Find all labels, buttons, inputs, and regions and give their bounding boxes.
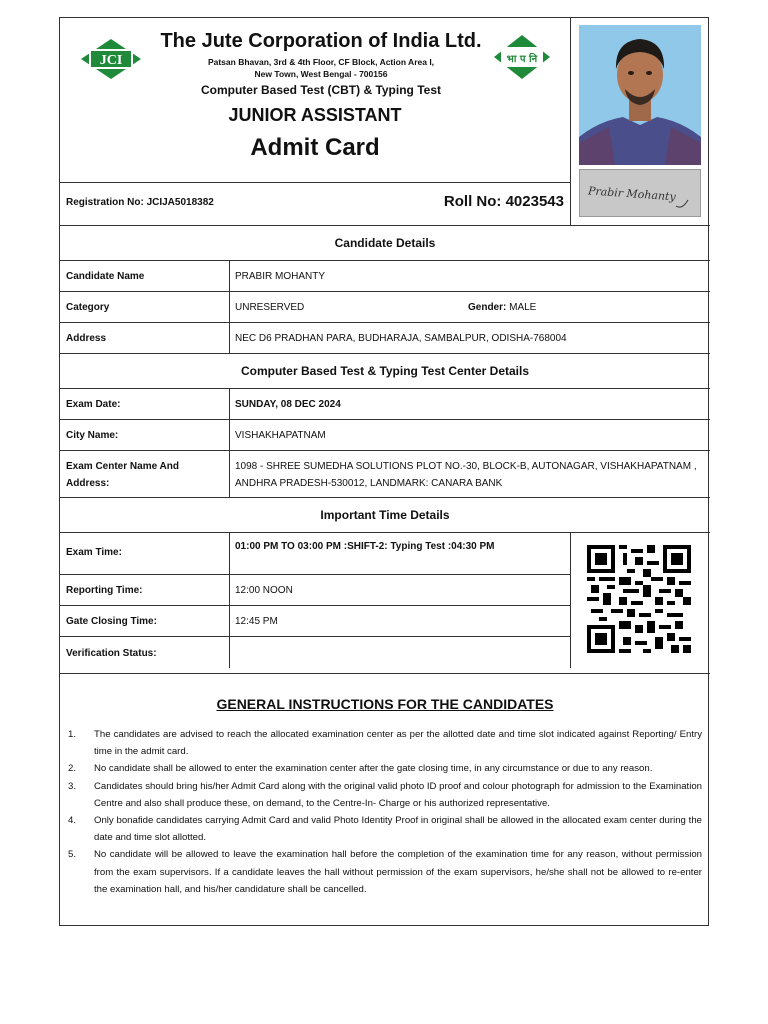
registration-label: Registration No:: [66, 197, 144, 208]
list-item: 3. Candidates should bring his/her Admit Card along with the original valid photo ID proof and colour photograph for admission to the Examination Centre and also shall produce these, on demand, to the Centre-In- Charge or his authorized representative.: [68, 780, 702, 809]
gate-closing-value: 12:45 PM: [235, 616, 278, 627]
city-value: VISHAKHAPATNAM: [235, 430, 326, 441]
candidate-name-label: Candidate Name: [66, 271, 145, 282]
organization-address-line2: New Town, West Bengal - 700156: [254, 69, 388, 79]
category-value: UNRESERVED: [235, 302, 305, 313]
registration-row: [60, 182, 571, 225]
instructions-list: [68, 726, 702, 898]
city-row: [60, 419, 710, 450]
address-label: Address: [66, 333, 107, 344]
reporting-time-row: [60, 574, 571, 605]
category-row: [60, 291, 710, 322]
city-label: City Name:: [66, 430, 119, 441]
registration-number: [66, 197, 214, 208]
section-time-details: Important Time Details: [60, 497, 710, 532]
list-item: 5. No candidate will be allowed to leave the examination hall before the completion of the examination time for any reason, without permission from the exam supervisors. If a candidate leaves the hall without permission of the exam supervisors, he/she shall not be allowed to re-enter the examination hall, and his/her candidature shall be cancelled.: [68, 849, 702, 895]
gender-field: [468, 302, 536, 313]
instructions-title: GENERAL INSTRUCTIONS FOR THE CANDIDATES: [216, 696, 554, 712]
exam-type: Computer Based Test (CBT) & Typing Test: [200, 83, 441, 97]
instructions-section: [60, 673, 710, 927]
organization-address-line1: Patsan Bhavan, 3rd & 4th Floor, CF Block, Action Area I,: [207, 57, 435, 67]
exam-time-row: [60, 533, 571, 574]
jci-logo-text: JCI: [99, 53, 123, 68]
bhapani-logo: [493, 34, 551, 80]
list-item: 4. Only bonafide candidates carrying Admit Card and valid Photo Identity Proof in original shall be allowed in the allocated exam center during the date and time slot allotted.: [68, 815, 702, 844]
gender-value: MALE: [509, 302, 537, 313]
details-table: [60, 225, 710, 667]
category-label: Category: [66, 302, 110, 313]
exam-center-value: [235, 458, 697, 492]
candidate-name-row: [60, 260, 710, 291]
list-item: 1. The candidates are advised to reach the allocated examination center as per the allotted date and time slot indicated against Reporting/ Entry time in the admit card.: [68, 729, 702, 758]
photo-column: [571, 18, 710, 225]
gate-closing-row: [60, 605, 571, 636]
candidate-photo-image: [579, 25, 701, 165]
exam-center-label-line1: Exam Center Name And: [66, 461, 179, 472]
admit-card: [59, 17, 709, 926]
verification-label: Verification Status:: [66, 648, 157, 659]
roll-value: 4023543: [505, 193, 564, 210]
address-value: NEC D6 PRADHAN PARA, BUDHARAJA, SAMBALPUR, ODISHA-768004: [235, 333, 567, 344]
qr-code: [587, 545, 691, 653]
time-details: [60, 532, 710, 667]
reporting-time-value: 12:00 NOON: [235, 585, 293, 596]
exam-date-label: Exam Date:: [66, 399, 121, 410]
candidate-name-value: PRABIR MOHANTY: [235, 271, 326, 282]
exam-time-value: 01:00 PM TO 03:00 PM :SHIFT-2: Typing Test :04:30 PM: [235, 541, 495, 552]
gender-label: Gender:: [468, 302, 507, 313]
gate-closing-label: Gate Closing Time:: [66, 616, 157, 627]
signature-image: [580, 170, 701, 217]
verification-row: [60, 636, 571, 668]
card-header: [60, 18, 571, 182]
roll-number: [444, 193, 564, 210]
exam-center-label: [66, 458, 179, 492]
bhapani-logo-text: भा प नि: [506, 54, 538, 65]
candidate-signature: [579, 169, 701, 217]
organization-name: The Jute Corporation of India Ltd.: [160, 30, 482, 52]
exam-center-row: [60, 450, 710, 497]
registration-value: JCIJA5018382: [146, 197, 214, 208]
address-row: [60, 322, 710, 353]
exam-date-value: SUNDAY, 08 DEC 2024: [235, 399, 341, 410]
post-name: JUNIOR ASSISTANT: [228, 105, 402, 125]
list-item: 2. No candidate shall be allowed to enter the examination center after the gate closing time, in any circumstance or due to any reason.: [68, 763, 653, 775]
reporting-time-label: Reporting Time:: [66, 585, 143, 596]
exam-time-label: Exam Time:: [66, 547, 122, 558]
signature-text: Prabir Mohanty: [587, 184, 677, 204]
exam-center-label-line2: Address:: [66, 478, 110, 489]
jci-logo: [80, 38, 142, 80]
roll-label: Roll No:: [443, 193, 502, 210]
exam-center-line1: 1098 - SHREE SUMEDHA SOLUTIONS PLOT NO.-30, BLOCK-B, AUTONAGAR, VISHAKHAPATNAM ,: [235, 461, 697, 472]
exam-center-line2: ANDHRA PRADESH-530012, LANDMARK: CANARA BANK: [235, 478, 503, 489]
section-candidate-details: Candidate Details: [60, 225, 710, 260]
section-center-details: Computer Based Test & Typing Test Center Details: [60, 353, 710, 388]
candidate-photo: [579, 25, 701, 165]
page-title: Admit Card: [250, 134, 380, 161]
exam-date-row: [60, 388, 710, 419]
